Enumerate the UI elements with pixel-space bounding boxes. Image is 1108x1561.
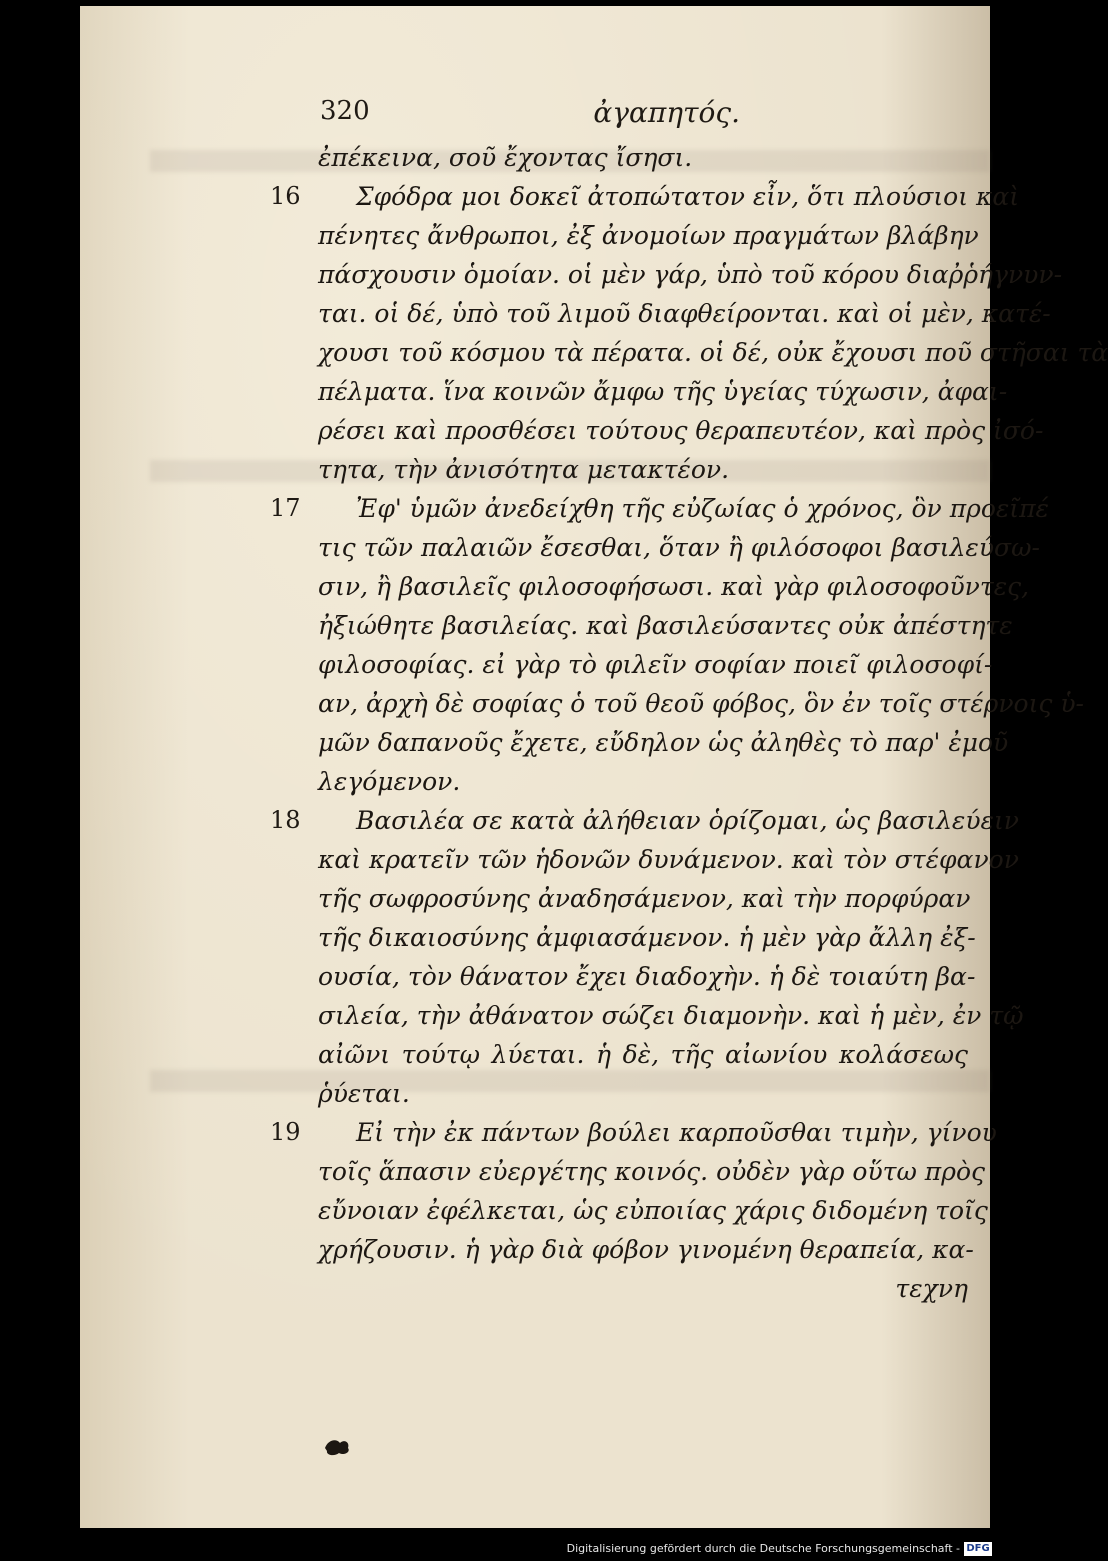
- text-line: ται. οἱ δέ, ὑπὸ τοῦ λιμοῦ διαφθείρονται. καὶ οἱ μὲν, κατέ-: [318, 299, 1051, 328]
- section-18: [270, 801, 1024, 1113]
- text-line: ἠξιώθητε βασιλείας. καὶ βασιλεύσαντες οὐκ ἀπέστητε: [318, 611, 1013, 640]
- text-line: Ἐφ' ὑμῶν ἀνεδείχθη τῆς εὐζωίας ὁ χρόνος, ὃν προεῖπέ: [356, 494, 1049, 523]
- text-line: ουσία, τὸν θάνατον ἔχει διαδοχὴν. ἡ δὲ τοιαύτη βα-: [318, 962, 976, 991]
- text-line: Σφόδρα μοι δοκεῖ ἀτοπώτατον εἶν, ὅτι πλούσιοι καὶ: [356, 182, 1020, 211]
- section-number: 17: [270, 494, 301, 522]
- text-line: χρήζουσιν. ἡ γὰρ διὰ φόβον γινομένη θεραπεία, κα-: [318, 1235, 974, 1264]
- text-line: πάσχουσιν ὁμοίαν. οἱ μὲν γάρ, ὑπὸ τοῦ κόρου διαῤῥήγνυν-: [318, 260, 1063, 289]
- ornament-icon: [322, 1436, 352, 1458]
- text-line: ρέσει καὶ προσθέσει τούτους θεραπευτέον, καὶ πρὸς ἰσό-: [318, 416, 1044, 445]
- text-line: αν, ἀρχὴ δὲ σοφίας ὁ τοῦ θεοῦ φόβος, ὃν ἐν τοῖς στέρνοις ὑ-: [318, 689, 1084, 718]
- section-19: [270, 1113, 997, 1269]
- text-line: ἐπέκεινα, σοῦ ἔχοντας ἴσησι.: [318, 143, 693, 172]
- section-17: [270, 489, 1084, 801]
- text-line: φιλοσοφίας. εἰ γὰρ τὸ φιλεῖν σοφίαν ποιεῖ φιλοσοφί-: [318, 650, 993, 679]
- footer-credit: Digitalisierung gefördert durch die Deutsche Forschungsgemeinschaft -: [566, 1542, 960, 1555]
- page-header: [320, 96, 740, 136]
- body-text: [270, 138, 1108, 1308]
- text-line: τῆς σωφροσύνης ἀναδησάμενον, καὶ τὴν πορφύραν: [318, 884, 971, 913]
- text-line: εὔνοιαν ἐφέλκεται, ὡς εὐποιίας χάρις διδομένη τοῖς: [318, 1196, 988, 1225]
- text-line: πέλματα. ἵνα κοινῶν ἄμφω τῆς ὑγείας τύχωσιν, ἀφαι-: [318, 377, 1008, 406]
- text-line: τητα, τὴν ἀνισότητα μετακτέον.: [318, 455, 730, 484]
- text-line: ῥύεται.: [318, 1079, 410, 1108]
- text-line: χουσι τοῦ κόσμου τὰ πέρατα. οἱ δέ, οὐκ ἔχουσι ποῦ στῆσαι τὰ: [318, 338, 1108, 367]
- text-line: τις τῶν παλαιῶν ἔσεσθαι, ὅταν ἢ φιλόσοφοι βασιλεύσω-: [318, 533, 1040, 562]
- text-line: καὶ κρατεῖν τῶν ἡδονῶν δυνάμενον. καὶ τὸν στέφανον: [318, 845, 1019, 874]
- dfg-logo-icon: DFG: [964, 1542, 992, 1556]
- text-line: σιν, ἢ βασιλεῖς φιλοσοφήσωσι. καὶ γὰρ φιλοσοφοῦντες,: [318, 572, 1030, 601]
- text-line: σιλεία, τὴν ἀθάνατον σώζει διαμονὴν. καὶ ἡ μὲν, ἐν τῷ: [318, 1001, 1024, 1030]
- section-number: 19: [270, 1118, 301, 1146]
- text-line: Βασιλέα σε κατὰ ἀλήθειαν ὁρίζομαι, ὡς βασιλεύειν: [356, 806, 1019, 835]
- catchword: τεχνη: [895, 1274, 968, 1303]
- text-line: μῶν δαπανοῦς ἔχετε, εὔδηλον ὡς ἀληθὲς τὸ παρ' ἐμοῦ: [318, 728, 1009, 757]
- text-line: πένητες ἄνθρωποι, ἐξ ἀνομοίων πραγμάτων βλάβην: [318, 221, 979, 250]
- section-number: 18: [270, 806, 301, 834]
- running-title: ἀγαπητός.: [593, 96, 740, 129]
- text-line: τῆς δικαιοσύνης ἀμφιασάμενον. ἡ μὲν γὰρ ἄλλη ἐξ-: [318, 923, 976, 952]
- text-line: αἰῶνι τούτῳ λύεται. ἡ δὲ, τῆς αἰωνίου κολάσεως: [318, 1040, 968, 1069]
- section-16: [270, 177, 1108, 489]
- page-number: 320: [320, 96, 370, 126]
- section-number: 16: [270, 182, 301, 210]
- text-line: Εἰ τὴν ἐκ πάντων βούλει καρποῦσθαι τιμὴν, γίνου: [356, 1118, 997, 1147]
- text-line: τοῖς ἅπασιν εὐεργέτης κοινός. οὐδὲν γὰρ οὕτω πρὸς: [318, 1157, 985, 1186]
- text-line: λεγόμενον.: [318, 767, 461, 796]
